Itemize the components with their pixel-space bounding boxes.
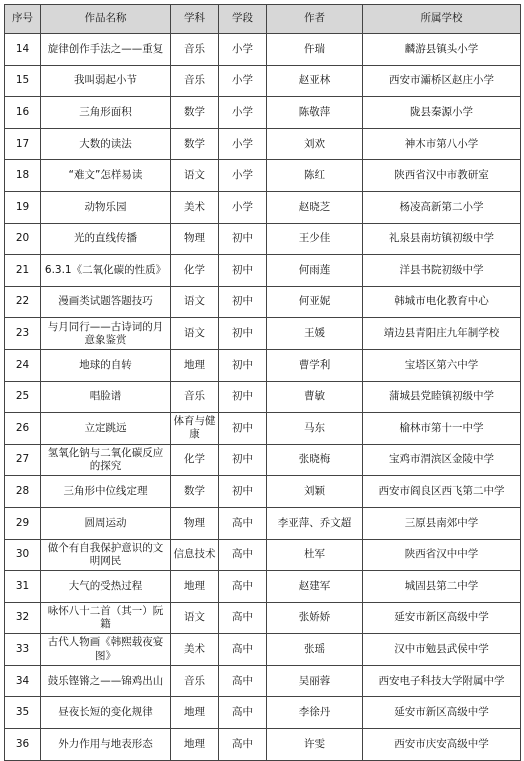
cell-subject: 音乐 xyxy=(171,34,219,66)
cell-level: 小学 xyxy=(219,191,267,223)
cell-no: 19 xyxy=(5,191,41,223)
cell-no: 17 xyxy=(5,128,41,160)
table-row xyxy=(5,160,521,192)
cell-author: 陈红 xyxy=(267,160,363,192)
cell-subject: 信息技术 xyxy=(171,539,219,571)
cell-school: 蒲城县党睦镇初级中学 xyxy=(363,381,521,413)
cell-no: 15 xyxy=(5,65,41,97)
cell-subject: 物理 xyxy=(171,507,219,539)
cell-no: 29 xyxy=(5,507,41,539)
cell-author: 杜军 xyxy=(267,539,363,571)
cell-school: 三原县南郊中学 xyxy=(363,507,521,539)
cell-school: 韩城市电化教育中心 xyxy=(363,286,521,318)
cell-subject: 音乐 xyxy=(171,65,219,97)
cell-subject: 物理 xyxy=(171,223,219,255)
cell-school: 宝鸡市渭滨区金陵中学 xyxy=(363,444,521,476)
cell-level: 小学 xyxy=(219,128,267,160)
table-row xyxy=(5,634,521,666)
cell-title: 地球的自转 xyxy=(41,349,171,381)
cell-school: 西安市庆安高级中学 xyxy=(363,729,521,761)
cell-author: 张娇娇 xyxy=(267,602,363,634)
cell-school: 陇县秦源小学 xyxy=(363,97,521,129)
cell-author: 刘欢 xyxy=(267,128,363,160)
cell-no: 22 xyxy=(5,286,41,318)
cell-subject: 化学 xyxy=(171,255,219,287)
cell-school: 靖边县青阳庄九年制学校 xyxy=(363,318,521,350)
cell-no: 25 xyxy=(5,381,41,413)
cell-title: 漫画类试题答题技巧 xyxy=(41,286,171,318)
cell-subject: 音乐 xyxy=(171,381,219,413)
table-body xyxy=(5,34,521,761)
cell-title: 与月同行——古诗词的月意象鉴赏 xyxy=(41,318,171,350)
cell-author: 张晓梅 xyxy=(267,444,363,476)
cell-level: 初中 xyxy=(219,413,267,445)
cell-subject: 化学 xyxy=(171,444,219,476)
cell-subject: 体育与健康 xyxy=(171,413,219,445)
cell-author: 许雯 xyxy=(267,729,363,761)
cell-no: 16 xyxy=(5,97,41,129)
cell-school: 宝塔区第六中学 xyxy=(363,349,521,381)
table-header-row xyxy=(5,5,521,34)
cell-title: 咏怀八十二首（其一）阮籍 xyxy=(41,602,171,634)
table-row xyxy=(5,191,521,223)
cell-no: 21 xyxy=(5,255,41,287)
cell-title: 圆周运动 xyxy=(41,507,171,539)
cell-title: 立定跳远 xyxy=(41,413,171,445)
cell-author: 王媛 xyxy=(267,318,363,350)
cell-title: 外力作用与地表形态 xyxy=(41,729,171,761)
cell-level: 高中 xyxy=(219,634,267,666)
cell-title: 三角形中位线定理 xyxy=(41,476,171,508)
cell-no: 30 xyxy=(5,539,41,571)
cell-level: 高中 xyxy=(219,507,267,539)
cell-title: 大气的受热过程 xyxy=(41,571,171,603)
table-row xyxy=(5,381,521,413)
cell-subject: 数学 xyxy=(171,97,219,129)
cell-no: 20 xyxy=(5,223,41,255)
table-row xyxy=(5,349,521,381)
cell-level: 高中 xyxy=(219,665,267,697)
cell-author: 赵晓芝 xyxy=(267,191,363,223)
cell-author: 何亚妮 xyxy=(267,286,363,318)
cell-school: 洋县书院初级中学 xyxy=(363,255,521,287)
cell-title: 大数的读法 xyxy=(41,128,171,160)
cell-author: 李亚萍、乔文超 xyxy=(267,507,363,539)
cell-school: 榆林市第十一中学 xyxy=(363,413,521,445)
cell-subject: 语文 xyxy=(171,602,219,634)
cell-author: 何雨莲 xyxy=(267,255,363,287)
table-row xyxy=(5,128,521,160)
cell-school: 杨凌高新第二小学 xyxy=(363,191,521,223)
cell-no: 34 xyxy=(5,665,41,697)
table-row xyxy=(5,413,521,445)
table-row xyxy=(5,444,521,476)
cell-no: 27 xyxy=(5,444,41,476)
cell-school: 汉中市勉县武侯中学 xyxy=(363,634,521,666)
table-row xyxy=(5,476,521,508)
cell-level: 高中 xyxy=(219,697,267,729)
cell-subject: 地理 xyxy=(171,571,219,603)
cell-school: 礼泉县南坊镇初级中学 xyxy=(363,223,521,255)
cell-level: 初中 xyxy=(219,255,267,287)
table-row xyxy=(5,665,521,697)
cell-level: 小学 xyxy=(219,65,267,97)
table-row xyxy=(5,539,521,571)
cell-level: 高中 xyxy=(219,729,267,761)
header-school: 所属学校 xyxy=(363,5,521,34)
table-row xyxy=(5,65,521,97)
cell-title: 6.3.1《二氧化碳的性质》 xyxy=(41,255,171,287)
cell-level: 初中 xyxy=(219,444,267,476)
cell-author: 王少佳 xyxy=(267,223,363,255)
cell-school: 延安市新区高级中学 xyxy=(363,697,521,729)
cell-title: 古代人物画《韩熙载夜宴图》 xyxy=(41,634,171,666)
cell-level: 初中 xyxy=(219,476,267,508)
cell-level: 高中 xyxy=(219,539,267,571)
cell-author: 马东 xyxy=(267,413,363,445)
cell-level: 初中 xyxy=(219,223,267,255)
cell-subject: 数学 xyxy=(171,128,219,160)
cell-school: 西安市阎良区西飞第二中学 xyxy=(363,476,521,508)
cell-author: 陈敬萍 xyxy=(267,97,363,129)
works-table xyxy=(4,4,521,761)
cell-subject: 地理 xyxy=(171,349,219,381)
cell-author: 赵亚林 xyxy=(267,65,363,97)
cell-no: 31 xyxy=(5,571,41,603)
cell-level: 高中 xyxy=(219,571,267,603)
table-row xyxy=(5,571,521,603)
cell-title: 动物乐园 xyxy=(41,191,171,223)
table-row xyxy=(5,255,521,287)
cell-title: 鼓乐铿锵之——锦鸡出山 xyxy=(41,665,171,697)
cell-author: 曹学利 xyxy=(267,349,363,381)
cell-subject: 语文 xyxy=(171,286,219,318)
cell-no: 28 xyxy=(5,476,41,508)
cell-no: 33 xyxy=(5,634,41,666)
cell-subject: 语文 xyxy=(171,160,219,192)
table-row xyxy=(5,223,521,255)
table-row xyxy=(5,97,521,129)
cell-level: 小学 xyxy=(219,160,267,192)
cell-level: 高中 xyxy=(219,602,267,634)
cell-school: 西安电子科技大学附属中学 xyxy=(363,665,521,697)
cell-title: 光的直线传播 xyxy=(41,223,171,255)
cell-author: 赵建军 xyxy=(267,571,363,603)
cell-no: 18 xyxy=(5,160,41,192)
header-subject: 学科 xyxy=(171,5,219,34)
cell-school: 陕西省汉中市教研室 xyxy=(363,160,521,192)
cell-subject: 地理 xyxy=(171,697,219,729)
table-row xyxy=(5,602,521,634)
cell-title: 昼夜长短的变化规律 xyxy=(41,697,171,729)
cell-school: 陕西省汉中中学 xyxy=(363,539,521,571)
cell-no: 26 xyxy=(5,413,41,445)
cell-author: 刘颖 xyxy=(267,476,363,508)
header-level: 学段 xyxy=(219,5,267,34)
table-row xyxy=(5,34,521,66)
cell-title: 氢氧化钠与二氧化碳反应的探究 xyxy=(41,444,171,476)
cell-subject: 美术 xyxy=(171,191,219,223)
cell-no: 35 xyxy=(5,697,41,729)
cell-no: 23 xyxy=(5,318,41,350)
header-author: 作者 xyxy=(267,5,363,34)
cell-subject: 音乐 xyxy=(171,665,219,697)
cell-no: 36 xyxy=(5,729,41,761)
cell-title: 三角形面积 xyxy=(41,97,171,129)
cell-school: 延安市新区高级中学 xyxy=(363,602,521,634)
cell-title: 唱脸谱 xyxy=(41,381,171,413)
cell-author: 张瑶 xyxy=(267,634,363,666)
header-title: 作品名称 xyxy=(41,5,171,34)
cell-author: 曹敏 xyxy=(267,381,363,413)
cell-author: 仵瑞 xyxy=(267,34,363,66)
cell-level: 小学 xyxy=(219,34,267,66)
cell-author: 吴丽蓉 xyxy=(267,665,363,697)
cell-level: 小学 xyxy=(219,97,267,129)
table-row xyxy=(5,697,521,729)
cell-school: 城固县第二中学 xyxy=(363,571,521,603)
cell-no: 24 xyxy=(5,349,41,381)
table-row xyxy=(5,729,521,761)
cell-subject: 语文 xyxy=(171,318,219,350)
cell-level: 初中 xyxy=(219,286,267,318)
table-row xyxy=(5,286,521,318)
cell-title: 我叫弱起小节 xyxy=(41,65,171,97)
table-row xyxy=(5,318,521,350)
cell-subject: 美术 xyxy=(171,634,219,666)
table-row xyxy=(5,507,521,539)
cell-school: 西安市灞桥区赵庄小学 xyxy=(363,65,521,97)
cell-level: 初中 xyxy=(219,381,267,413)
cell-subject: 地理 xyxy=(171,729,219,761)
cell-title: 旋律创作手法之——重复 xyxy=(41,34,171,66)
cell-school: 麟游县镇头小学 xyxy=(363,34,521,66)
header-no: 序号 xyxy=(5,5,41,34)
cell-no: 14 xyxy=(5,34,41,66)
cell-author: 李徐丹 xyxy=(267,697,363,729)
cell-school: 神木市第八小学 xyxy=(363,128,521,160)
cell-subject: 数学 xyxy=(171,476,219,508)
cell-title: “难文”怎样易读 xyxy=(41,160,171,192)
cell-title: 做个有自我保护意识的文明网民 xyxy=(41,539,171,571)
cell-no: 32 xyxy=(5,602,41,634)
cell-level: 初中 xyxy=(219,349,267,381)
cell-level: 初中 xyxy=(219,318,267,350)
